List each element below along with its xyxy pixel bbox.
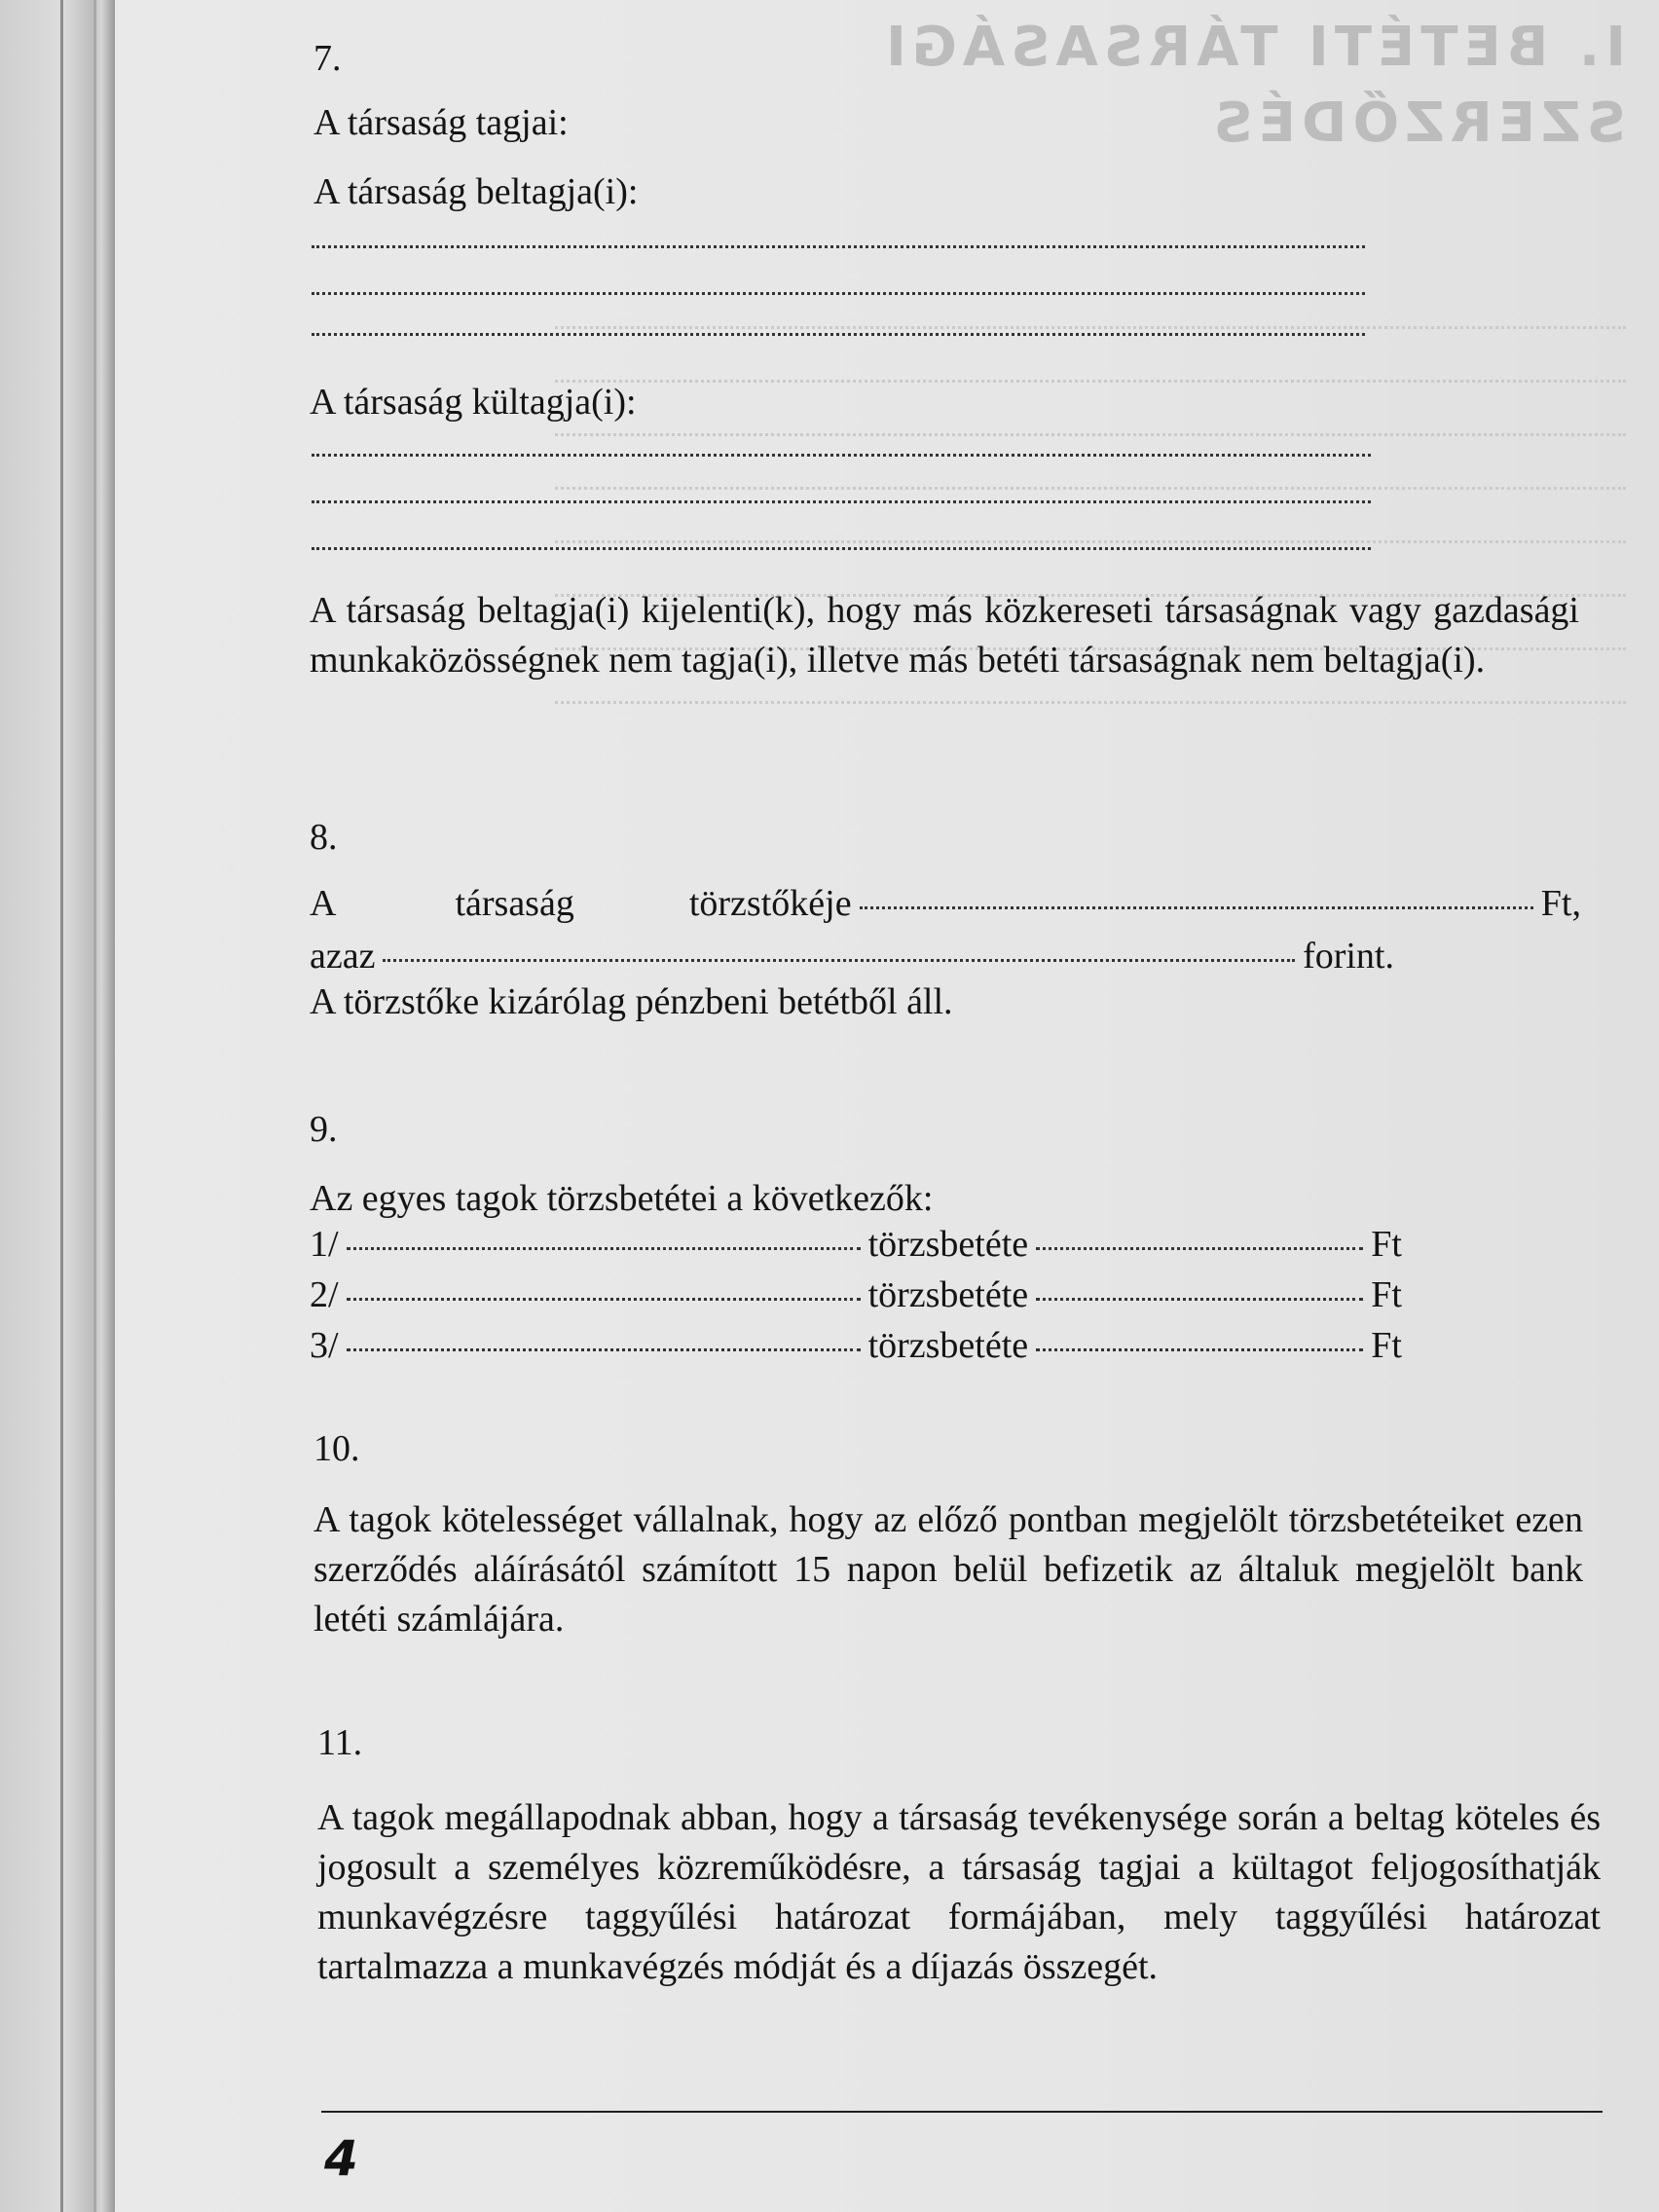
member-name-blank[interactable] bbox=[347, 1247, 861, 1250]
limited-partner-blank-2[interactable] bbox=[312, 500, 1371, 503]
page-number: 4 bbox=[324, 2130, 358, 2187]
members-heading: A társaság tagjai: bbox=[313, 102, 569, 143]
limited-partner-blank-3[interactable] bbox=[312, 547, 1371, 550]
capital-word-company: társaság bbox=[455, 883, 574, 924]
contribution-index: 1/ bbox=[310, 1224, 339, 1265]
contribution-row bbox=[310, 1223, 1402, 1266]
contribution-index: 3/ bbox=[310, 1325, 339, 1366]
section-10-number: 10. bbox=[313, 1428, 360, 1469]
payment-obligation-text: A tagok kötelességet vállalnak, hogy az előző pontban megjelölt törzsbetéteiket ezen szerződés aláírásától számított 15 napon belül befizetik az általuk megjelölt bank letéti számlájára. bbox=[313, 1499, 1583, 1640]
bleed-through-text: I. BETÉTI TÁRSASÁGI SZERZŐDÉS bbox=[438, 10, 1645, 1665]
contribution-unit: Ft bbox=[1371, 1325, 1402, 1366]
partner-roles-text: A tagok megállapodnak abban, hogy a társaság tevékenysége során a beltag köteles és jogosult a személyes közreműködésre, a társaság tagjai a kültagot feljogosíthatják munkavégzésre taggyűlési határozat formájában, mely taggyűlési határozat tartalmazza a munkavégzés módját és a díjazás összegét. bbox=[317, 1797, 1601, 1987]
contribution-row bbox=[310, 1273, 1402, 1316]
capital-unit-forint: forint. bbox=[1303, 936, 1394, 977]
contribution-unit: Ft bbox=[1371, 1224, 1402, 1265]
contribution-amount-blank[interactable] bbox=[1036, 1298, 1363, 1301]
partner-declaration: A társaság beltagja(i) kijelenti(k), hogy más közkereseti társaságnak vagy gazdasági munkaközösségnek nem tagja(i), illetve más betéti társaságnak nem beltagja(i). bbox=[310, 590, 1579, 681]
page-edge-line bbox=[93, 0, 96, 2212]
capital-word-capital: törzstőkéje bbox=[688, 883, 852, 924]
capital-amount-blank[interactable] bbox=[860, 906, 1533, 909]
contribution-unit: Ft bbox=[1371, 1274, 1402, 1315]
footer-rule bbox=[321, 2111, 1603, 2113]
general-partner-label: A társaság beltagja(i): bbox=[313, 171, 639, 212]
limited-partner-blank-1[interactable] bbox=[312, 454, 1371, 457]
contributions-heading: Az egyes tagok törzsbetétei a következők: bbox=[310, 1178, 934, 1219]
member-name-blank[interactable] bbox=[347, 1348, 861, 1351]
contribution-amount-blank[interactable] bbox=[1036, 1247, 1363, 1250]
capital-word-a: A bbox=[310, 883, 337, 924]
section-11-number: 11. bbox=[317, 1722, 363, 1763]
contribution-label: törzsbetéte bbox=[867, 1325, 1029, 1366]
capital-line-2 bbox=[310, 935, 1394, 977]
contribution-label: törzsbetéte bbox=[867, 1224, 1029, 1265]
capital-azaz: azaz bbox=[310, 936, 376, 977]
book-spine bbox=[0, 0, 115, 2212]
contribution-index: 2/ bbox=[310, 1274, 339, 1315]
capital-unit-ft: Ft, bbox=[1540, 883, 1581, 924]
general-partner-blank-1[interactable] bbox=[312, 245, 1365, 248]
limited-partner-label: A társaság kültagja(i): bbox=[310, 382, 637, 423]
page-edge-line bbox=[60, 0, 63, 2212]
general-partner-blank-3[interactable] bbox=[312, 333, 1365, 336]
section-8-number: 8. bbox=[310, 817, 338, 858]
contribution-label: törzsbetéte bbox=[867, 1274, 1029, 1315]
capital-cash-note: A törzstőke kizárólag pénzbeni betétből áll. bbox=[310, 981, 953, 1022]
contribution-amount-blank[interactable] bbox=[1036, 1348, 1363, 1351]
member-name-blank[interactable] bbox=[347, 1298, 861, 1301]
contribution-row bbox=[310, 1324, 1402, 1367]
general-partner-blank-2[interactable] bbox=[312, 292, 1365, 295]
capital-words-blank[interactable] bbox=[383, 959, 1295, 962]
capital-line-1 bbox=[310, 882, 1581, 925]
section-9-number: 9. bbox=[310, 1109, 338, 1150]
section-7-number: 7. bbox=[313, 38, 342, 79]
